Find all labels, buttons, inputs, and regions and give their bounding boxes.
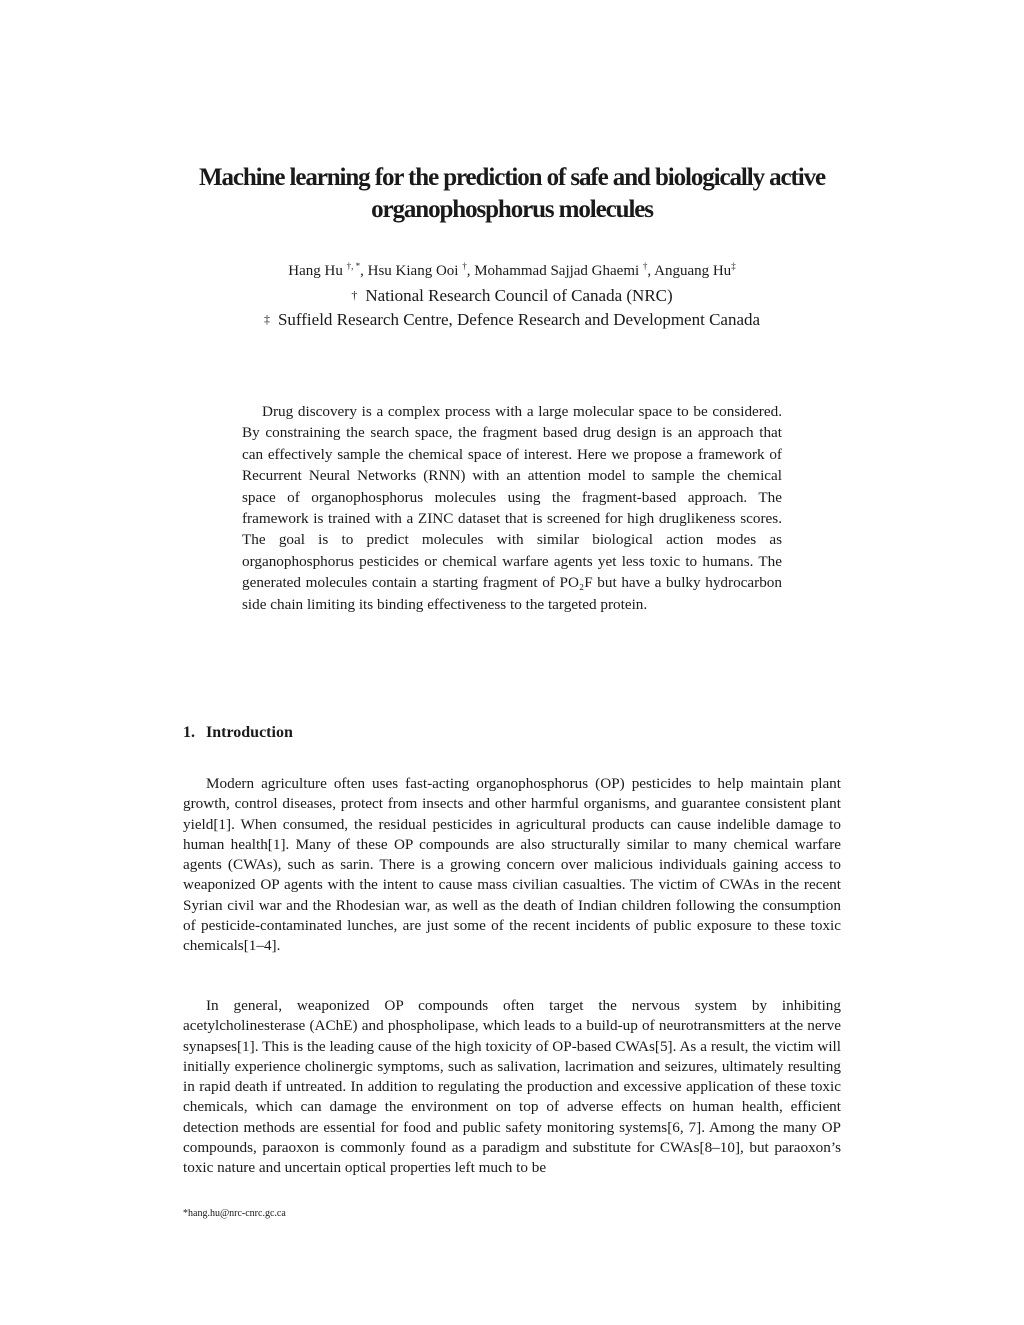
author-name: Hang Hu <box>288 263 343 279</box>
author-mark: † <box>642 261 648 271</box>
title-line-1: Machine learning for the prediction of safe and biologically active <box>198 164 826 191</box>
abstract: Drug discovery is a complex process with a large molecular space to be considered. By constraining the search space, the fragment based drug design is an approach that can effectively sample the chemical space of interest. Here we propose a framework of Recurrent Neural Networks (RNN) with an attention model to sample the chemical space of organophosphorus molecules using the fragment-based approach. The framework is trained with a ZINC dataset that is screened for high druglikeness scores. The goal is to predict molecules with similar biological action modes as organophosphorus pesticides or chemical warfare agents yet less toxic to humans. The generated molecules contain a starting fragment of PO₂F but have a bulky hydrocarbon side chain limiting its binding effectiveness to the targeted protein. <box>242 403 782 613</box>
body-paragraph: In general, weaponized OP compounds often target the nervous system by inhibiting acetylcholinesterase (AChE) and phospholipase, which leads to a build-up of neurotransmitters at the nerve synapses[1]. This is the leading cause of the high toxicity of OP-based CWAs[5]. As a result, the victim will initially experience cholinergic symptoms, such as salivation, lacrimation and seizures, ultimately resulting in rapid death if untreated. In addition to regulating the production and excessive application of these toxic chemicals, which can damage the environment on top of adverse effects on human health, efficient detection methods are essential for food and public safety monitoring systems[6, 7]. Among the many OP compounds, paraoxon is commonly found as a paradigm and substitute for CWAs[8–10], but paraoxon’s toxic nature and uncertain optical properties left much to be <box>183 997 841 1177</box>
affiliation-text: Suffield Research Centre, Defence Research and Development Canada <box>277 310 761 329</box>
author-mark: †, * <box>346 261 361 271</box>
author-name: Hsu Kiang Ooi <box>367 263 459 279</box>
section-number: 1. <box>183 724 195 741</box>
author-separator: , <box>466 263 475 279</box>
affiliation-mark: ‡ <box>263 312 270 326</box>
author-separator: , <box>360 263 368 279</box>
section-title: Introduction <box>206 724 293 741</box>
author-name: Anguang Hu <box>654 263 732 279</box>
affiliation <box>120 284 904 307</box>
author-mark: † <box>462 261 467 271</box>
affiliation-mark: † <box>351 288 358 302</box>
paper-title <box>150 162 874 226</box>
author-mark: ‡ <box>731 261 736 271</box>
author-separator: , <box>647 263 655 279</box>
author-name: Mohammad Sajjad Ghaemi <box>474 263 640 279</box>
affiliation <box>120 308 904 331</box>
affiliation-text: National Research Council of Canada (NRC) <box>365 286 673 305</box>
author-list <box>120 256 904 281</box>
footnote-email: *hang.hu@nrc-cnrc.gc.ca <box>183 1208 286 1219</box>
section-heading <box>183 722 293 744</box>
body-paragraph: Modern agriculture often uses fast-acting organophosphorus (OP) pesticides to help maintain plant growth, control diseases, protect from insects and other harmful organisms, and guarantee consistent plant yield[1]. When consumed, the residual pesticides in agricultural products can cause indelible damage to human health[1]. Many of these OP compounds are also structurally similar to many chemical warfare agents (CWAs), such as sarin. There is a growing concern over malicious individuals gaining access to weaponized OP agents with the intent to cause mass civilian casualties. The victim of CWAs in the recent Syrian civil war and the Rhodesian war, as well as the death of Indian children following the consumption of pesticide-contaminated lunches, are just some of the recent incidents of public exposure to these toxic chemicals[1–4]. <box>183 775 841 955</box>
title-line-2: organophosphorus molecules <box>371 196 653 223</box>
